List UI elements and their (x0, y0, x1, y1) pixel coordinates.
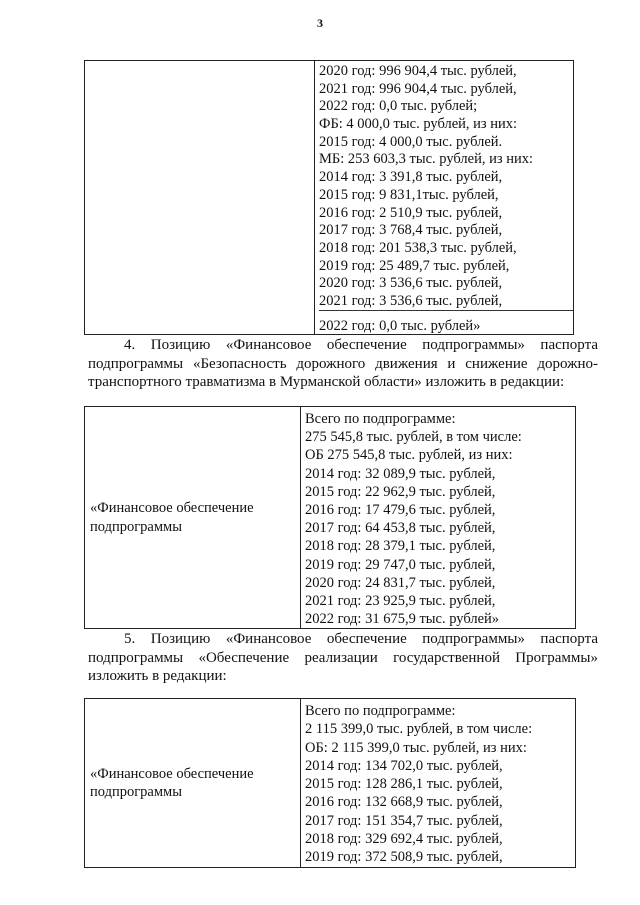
table1-line: 2016 год: 2 510,9 тыс. рублей, (319, 204, 503, 221)
page-number: 3 (317, 16, 323, 30)
table1-last-line: 2022 год: 0,0 тыс. рублей» (319, 317, 481, 334)
table1-line: 2014 год: 3 391,8 тыс. рублей, (319, 169, 503, 186)
paragraph-5 (88, 630, 598, 686)
table3-line: 2018 год: 329 692,4 тыс. рублей, (305, 831, 503, 848)
table2-line: 2015 год: 22 962,9 тыс. рублей, (305, 483, 496, 500)
table3-line: 2019 год: 372 508,9 тыс. рублей, (305, 849, 503, 866)
table2-line: 2017 год: 64 453,8 тыс. рублей, (305, 520, 496, 537)
table3-line: Всего по подпрограмме: (305, 703, 456, 719)
table2-line: Всего по подпрограмме: (305, 411, 456, 427)
table1-line: ФБ: 4 000,0 тыс. рублей, из них: (319, 116, 518, 133)
table1-line: 2021 год: 3 536,6 тыс. рублей, (319, 292, 573, 311)
paragraph-4-number: 4. (124, 337, 136, 353)
table3-left-label: подпрограммы (90, 783, 182, 800)
funding-table-program-support (84, 698, 576, 868)
funding-table-continued (84, 60, 574, 335)
table2-left-label: подпрограммы (90, 518, 182, 535)
table3-left-cell (85, 699, 301, 868)
table2-line: 2019 год: 29 747,0 тыс. рублей, (305, 556, 496, 573)
table2-line: 2022 год: 31 675,9 тыс. рублей» (305, 611, 500, 628)
table1-line: 2020 год: 996 904,4 тыс. рублей, (319, 63, 517, 79)
table3-line: 2016 год: 132 668,9 тыс. рублей, (305, 794, 503, 811)
table3-line: 2014 год: 134 702,0 тыс. рублей, (305, 757, 503, 774)
table2-line: 2021 год: 23 925,9 тыс. рублей, (305, 592, 496, 609)
table1-line: 2017 год: 3 768,4 тыс. рублей, (319, 222, 503, 239)
paragraph-4 (88, 336, 598, 392)
table3-values-cell (301, 699, 576, 868)
table2-line: 2018 год: 28 379,1 тыс. рублей, (305, 538, 496, 555)
table1-line: 2019 год: 25 489,7 тыс. рублей, (319, 257, 510, 274)
paragraph-5-number: 5. (124, 631, 136, 647)
table2-left-cell (85, 407, 301, 629)
table3-left-label: «Финансовое обеспечение (90, 765, 254, 782)
table1-line: МБ: 253 603,3 тыс. рублей, из них: (319, 151, 533, 168)
table2-left-label: «Финансовое обеспечение (90, 500, 254, 517)
table2-line: 2014 год: 32 089,9 тыс. рублей, (305, 465, 496, 482)
paragraph-5-text: Позицию «Финансовое обеспечение подпрограммы» паспорта подпрограммы «Обеспечение реализации государственной Программы» изложить в редакции: (88, 631, 598, 684)
table2-line: ОБ 275 545,8 тыс. рублей, из них: (305, 447, 513, 464)
table3-line: 2015 год: 128 286,1 тыс. рублей, (305, 776, 503, 793)
table2-line: 275 545,8 тыс. рублей, в том числе: (305, 429, 522, 446)
table1-values-cell (315, 61, 574, 335)
table3-line: ОБ: 2 115 399,0 тыс. рублей, из них: (305, 739, 527, 756)
table2-line: 2016 год: 17 479,6 тыс. рублей, (305, 501, 496, 518)
table1-left-cell (85, 61, 315, 335)
table2-values-cell (301, 407, 576, 629)
table1-line: 2020 год: 3 536,6 тыс. рублей, (319, 275, 503, 292)
table1-line: 2022 год: 0,0 тыс. рублей; (319, 98, 478, 115)
table3-line: 2 115 399,0 тыс. рублей, в том числе: (305, 721, 533, 738)
table1-line: 2015 год: 9 831,1тыс. рублей, (319, 186, 499, 203)
paragraph-4-text: Позицию «Финансовое обеспечение подпрограммы» паспорта подпрограммы «Безопасность дорожного движения и снижение дорожно-транспортного травматизма в Мурманской области» изложить в редакции: (88, 337, 598, 390)
table3-line: 2017 год: 151 354,7 тыс. рублей, (305, 812, 503, 829)
table1-line: 2021 год: 996 904,4 тыс. рублей, (319, 80, 517, 97)
table1-line: 2018 год: 201 538,3 тыс. рублей, (319, 239, 517, 256)
table2-line: 2020 год: 24 831,7 тыс. рублей, (305, 574, 496, 591)
table1-line: 2015 год: 4 000,0 тыс. рублей. (319, 133, 503, 150)
funding-table-road-safety (84, 406, 576, 629)
